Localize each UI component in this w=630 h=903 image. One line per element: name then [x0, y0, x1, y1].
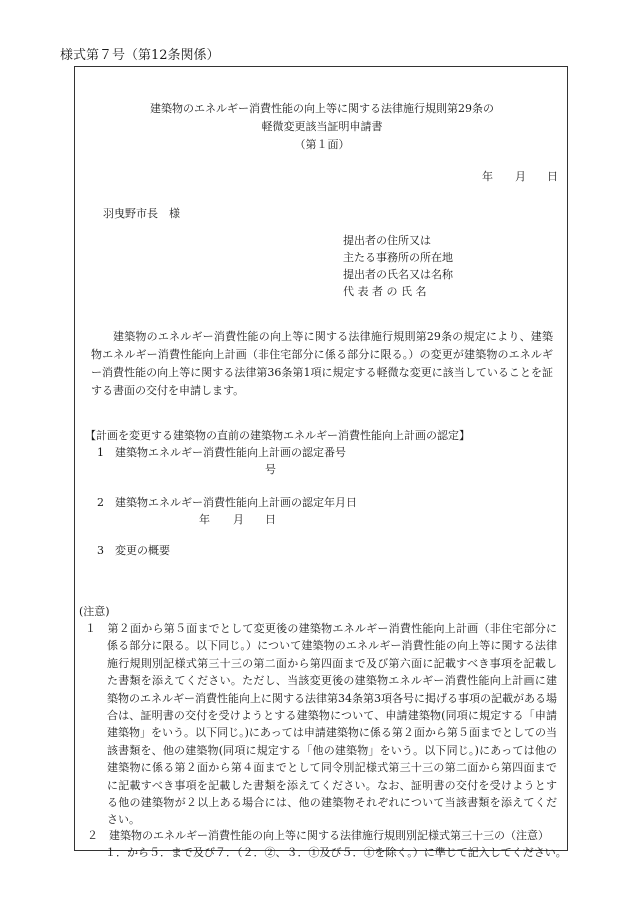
- certification-number-label: 1 建築物エネルギー消費性能向上計画の認定番号: [97, 446, 346, 459]
- certification-number-suffix: 号: [265, 463, 276, 476]
- notes-heading: (注意): [79, 605, 110, 618]
- form-title-line2: 軽微変更該当証明申請書: [261, 120, 383, 133]
- date-month-label: 月: [515, 170, 526, 183]
- date-day-label: 日: [547, 170, 558, 183]
- form-title-page-indicator: （第１面）: [294, 138, 350, 151]
- section-heading: 【計画を変更する建築物の直前の建築物エネルギー消費性能向上計画の認定】: [85, 429, 470, 442]
- applicant-address-label: 提出者の住所又は: [343, 234, 431, 247]
- cert-month-label: 月: [233, 513, 244, 526]
- note-2-line2: １．から５．まで及び７．（２．②、３．①及び５．①を除く。）に準じて記入してください。: [105, 846, 567, 859]
- date-year-label: 年: [482, 170, 493, 183]
- application-statement: 建築物のエネルギー消費性能の向上等に関する法律施行規則第29条の規定により、建築物エネルギー消費性能向上計画（非住宅部分に係る部分に限る。）の変更が建築物のエネルギー消費性能の向上等に関する法律第36条第1項に規定する軽微な変更に該当していることを証する書面の交付を申請します。: [91, 330, 553, 397]
- note-1: １ 第２面から第５面までとして変更後の建築物エネルギー消費性能向上計画（非住宅部分に係る部分に限る。以下同じ。）について建築物のエネルギー消費性能の向上等に関する法律施行規則別記様式第三十三の第二面から第四面まで及び第六面に記載すべき事項を記載した書類を添えてください。ただし、当該変更後の建築物エネルギー消費性能向上計画に建築物のエネルギー消費性能向上に関する法律第34条第3項各号に掲げる事項の記載がある場合は、証明書の交付を受けようとする建築物について、申請建築物(同項に規定する「申請建築物」をいう。以下同じ。)にあっては申請建築物に係る第２面から第５面までとしての当該書類を、他の建築物(同項に規定する「他の建築物」をいう。以下同じ。)にあっては他の建築物に係る第２面から第４面までとして同令別記様式第三十三の第二面から第四面までに記載すべき事項を記載した書類を添えてください。なお、証明書の交付を受けようとする他の建築物が２以上ある場合には、他の建築物それぞれについて当該書類を添えてください。: [85, 622, 557, 827]
- cert-day-label: 日: [265, 513, 276, 526]
- form-number: 様式第７号（第12条関係）: [60, 48, 220, 63]
- addressee: 羽曳野市長 様: [103, 207, 180, 220]
- applicant-name-label: 提出者の氏名又は名称: [343, 268, 453, 281]
- note-2-line1: ２ 建築物のエネルギー消費性能の向上等に関する法律施行規則別記様式第三十三の（注意）: [87, 829, 549, 842]
- change-summary-label: 3 変更の概要: [97, 544, 170, 557]
- certification-date-label: 2 建築物エネルギー消費性能向上計画の認定年月日: [97, 496, 357, 509]
- representative-name-label: 代 表 者 の 氏 名: [343, 285, 427, 298]
- cert-year-label: 年: [199, 513, 210, 526]
- form-title-line1: 建築物のエネルギー消費性能の向上等に関する法律施行規則第29条の: [150, 102, 494, 115]
- application-form-frame: [74, 66, 568, 859]
- applicant-office-label: 主たる事務所の所在地: [343, 251, 453, 264]
